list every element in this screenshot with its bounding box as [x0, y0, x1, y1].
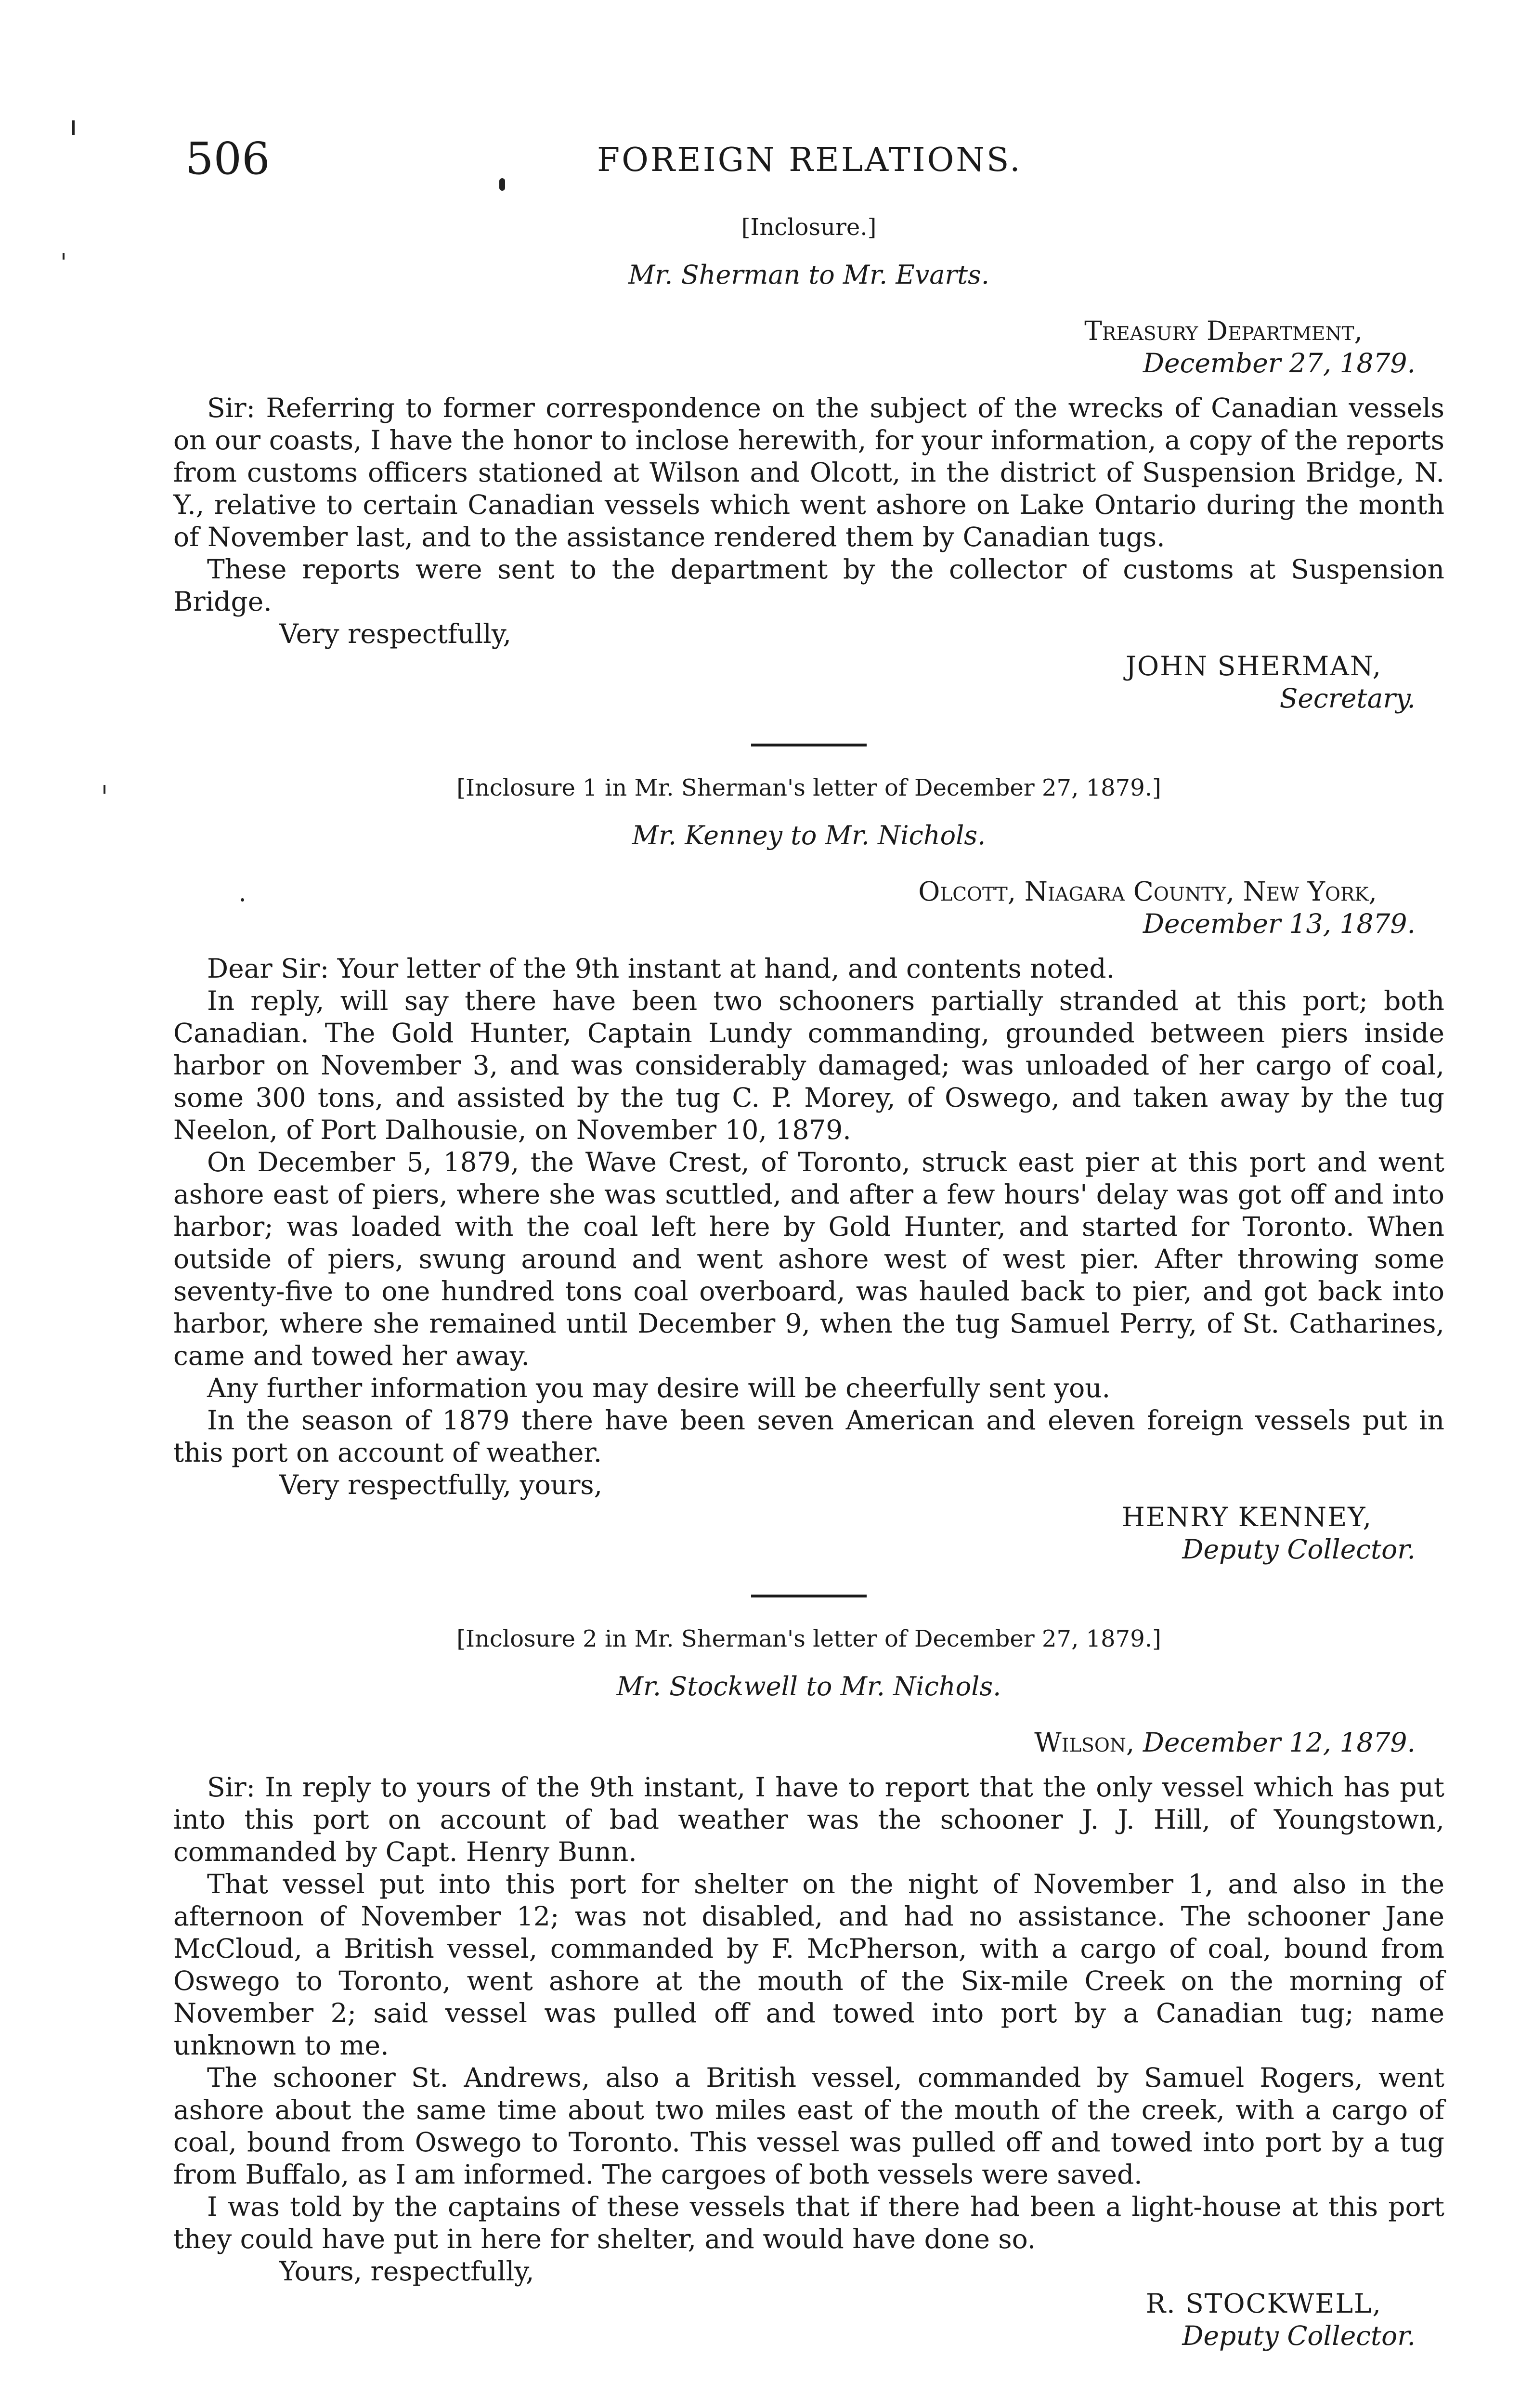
signature-title: Deputy Collector.: [1182, 2320, 1416, 2351]
letter-title: Mr. Sherman to Mr. Evarts.: [628, 260, 989, 290]
letter-place: Wilson,: [1034, 1727, 1135, 1758]
letter-dateline: [173, 1727, 1444, 1759]
letter-date: December 13, 1879.: [1143, 908, 1416, 939]
running-head: FOREIGN RELATIONS.: [597, 141, 1022, 179]
signature-title: Deputy Collector.: [1182, 1534, 1416, 1565]
paragraph: These reports were sent to the department by the collector of customs at Suspension Bridge.: [173, 554, 1444, 617]
letter-date: December 12, 1879.: [1143, 1727, 1416, 1758]
letter-title: Mr. Stockwell to Mr. Nichols.: [616, 1671, 1001, 1701]
closing: Very respectfully,: [279, 618, 512, 649]
paragraph: In the season of 1879 there have been seven American and eleven foreign vessels put in this port on account of weather.: [173, 1405, 1444, 1468]
paragraph: That vessel put into this port for shelter on the night of November 1, and also in the afternoon of November 12; was not disabled, and had no assistance. The schooner Jane McCloud, a British vessel, commanded by F. McPherson, with a cargo of coal, bound from Oswego to Toronto, went ashore at the mouth of the Six-mile Creek on the morning of November 2; said vessel was pulled off and towed into port by a Canadian tug; name unknown to me.: [173, 1869, 1444, 2061]
inclosure-label: [Inclosure.]: [741, 214, 877, 241]
closing: Yours, respectfully,: [279, 2256, 534, 2287]
signature-name: JOHN SHERMAN,: [1125, 651, 1382, 681]
paragraph: I was told by the captains of these vessels that if there had been a light-house at this port they could have put in here for shelter, and would have done so.: [173, 2191, 1444, 2254]
letter-place: Olcott, Niagara County, New York,: [918, 876, 1377, 907]
inclosure-label: [Inclosure 1 in Mr. Sherman's letter of December 27, 1879.]: [456, 774, 1161, 801]
letter-place: Treasury Department,: [1084, 315, 1363, 346]
page-header: [0, 130, 1533, 188]
paragraph: Sir: Referring to former correspondence on the subject of the wrecks of Canadian vessels on our coasts, I have the honor to inclose herewith, for your information, a copy of the reports from customs officers stationed at Wilson and Olcott, in the district of Suspension Bridge, N. Y., relative to certain Canadian vessels which went ashore on Lake Ontario during the month of November last, and to the assistance rendered them by Canadian tugs.: [173, 393, 1444, 552]
paragraph: In reply, will say there have been two schooners partially stranded at this port; both Canadian. The Gold Hunter, Captain Lundy commanding, grounded between piers inside harbor on November 3, and was considerably damaged; was unloaded of her cargo of coal, some 300 tons, and assisted by the tug C. P. Morey, of Oswego, and taken away by the tug Neelon, of Port Dalhousie, on November 10, 1879.: [173, 985, 1444, 1145]
page-number: 506: [185, 133, 270, 184]
paragraph: On December 5, 1879, the Wave Crest, of Toronto, struck east pier at this port and went ashore east of piers, where she was scuttled, and after a few hours' delay was got off and into harbor; was loaded with the coal left here by Gold Hunter, and started for Toronto. When outside of piers, swung around and went ashore west of west pier. After throwing some seventy-five to one hundred tons coal overboard, was hauled back to pier, and got back into harbor, where she remained until December 9, when the tug Samuel Perry, of St. Catharines, came and towed her away.: [173, 1147, 1444, 1371]
section-divider: [751, 744, 867, 746]
paragraph: Any further information you may desire will be cheerfully sent you.: [207, 1373, 1111, 1403]
scan-mark: [63, 253, 65, 260]
inclosure-label: [Inclosure 2 in Mr. Sherman's letter of December 27, 1879.]: [456, 1625, 1161, 1652]
section-divider: [751, 1595, 867, 1597]
paragraph: Sir: In reply to yours of the 9th instant, I have to report that the only vessel which has put into this port on account of bad weather was the schooner J. J. Hill, of Youngstown, commanded by Capt. Henry Bunn.: [173, 1772, 1444, 1867]
letter-sherman-evarts: [173, 212, 1444, 715]
letter-kenney-nichols: [173, 772, 1444, 1566]
paragraph: Dear Sir: Your letter of the 9th instant at hand, and contents noted.: [207, 953, 1115, 984]
signature-title: Secretary.: [1279, 683, 1416, 714]
letter-date: December 27, 1879.: [1143, 348, 1416, 379]
page-body: [173, 212, 1444, 2352]
signature-name: R. STOCKWELL,: [1145, 2288, 1382, 2319]
signature-name: HENRY KENNEY,: [1121, 1502, 1372, 1532]
paragraph: The schooner St. Andrews, also a British vessel, commanded by Samuel Rogers, went ashore about the same time about two miles east of the mouth of the creek, with a cargo of coal, bound from Oswego to Toronto. This vessel was pulled off and towed into port by a tug from Buffalo, as I am informed. The cargoes of both vessels were saved.: [173, 2062, 1444, 2190]
letter-stockwell-nichols: [173, 1623, 1444, 2352]
letter-title: Mr. Kenney to Mr. Nichols.: [632, 820, 986, 851]
scan-mark: [104, 785, 105, 794]
closing: Very respectfully, yours,: [279, 1469, 603, 1500]
